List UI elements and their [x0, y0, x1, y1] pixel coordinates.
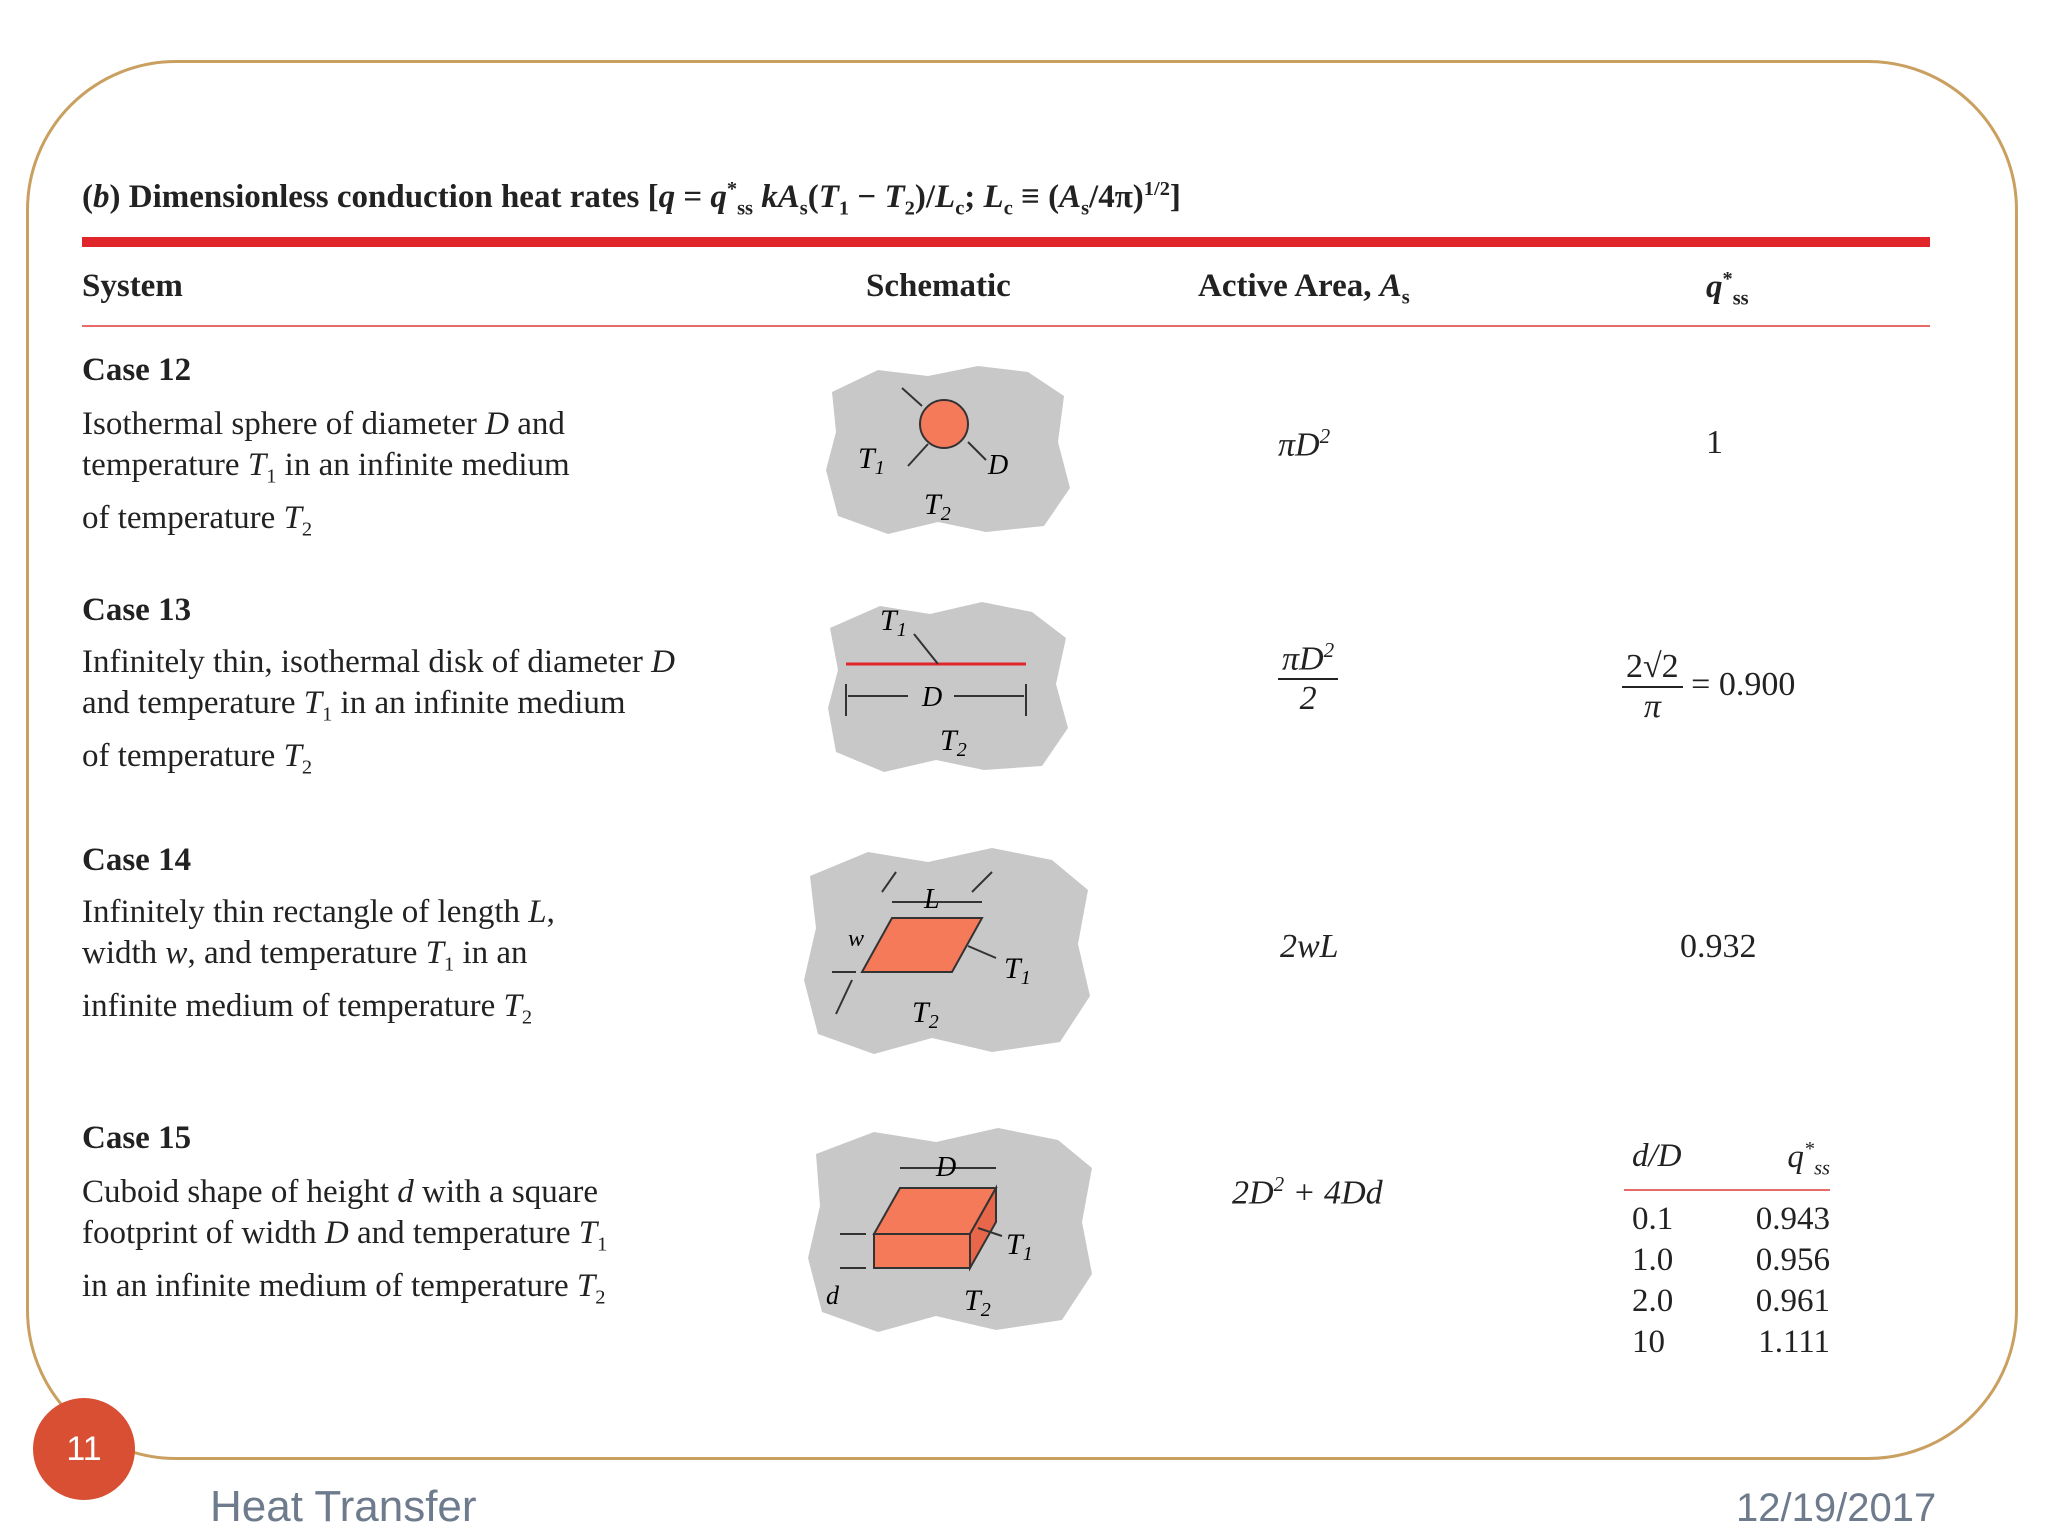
case-14-q: 0.932 — [1680, 928, 1757, 965]
case-13-q-num: 2√2 — [1622, 648, 1683, 688]
case-15-area: $2D^2 + 4Dd$ — [1232, 1172, 1383, 1212]
label-t1: $T_1$ — [858, 442, 885, 479]
label-d: D — [922, 682, 943, 713]
case-12-area: $\pi D^2$ — [1278, 424, 1331, 464]
table-title: (b) Dimensionless conduction heat rates [$q = q^*_{ss}$ $kA_s(T_1 - T_2)/L_c$; $L_c \equiv (A_s/4\pi)^{1/2}$] — [82, 178, 1181, 220]
label-t1: $T_1$ — [880, 604, 907, 641]
header-rule — [82, 325, 1930, 327]
q-table-col1: d/D — [1632, 1138, 1682, 1174]
case-13-area-den: 2 — [1299, 680, 1317, 718]
label-t2: $T_2$ — [964, 1284, 991, 1321]
case-15-schematic — [800, 1126, 1096, 1332]
label-d-small: d — [826, 1281, 839, 1310]
label-t2: $T_2$ — [940, 724, 967, 761]
title-rule — [82, 237, 1930, 247]
header-system: System — [82, 268, 183, 304]
header-schematic: Schematic — [866, 268, 1011, 304]
case-15-description: Cuboid shape of height d with a square footprint of width D and temperature $T_1$ in an infinite medium of temperature $T_2$ — [82, 1174, 608, 1309]
table-row: 0.1 0.943 — [1632, 1200, 1830, 1237]
footer-date: 12/19/2017 — [1736, 1486, 1937, 1530]
table-row: 10 1.111 — [1632, 1323, 1830, 1360]
case-14-title: Case 14 — [82, 842, 192, 878]
q-table-col2: $q^*_{ss}$ — [1787, 1138, 1830, 1180]
case-13-description: Infinitely thin, isothermal disk of diameter D and temperature $T_1$ in an infinite medium of temperature $T_2$ — [82, 644, 675, 779]
case-15-q-table — [1624, 1138, 1830, 1363]
case-12-description: Isothermal sphere of diameter D and temperature $T_1$ in an infinite medium of temperature $T_2$ — [82, 406, 570, 541]
label-t1: $T_1$ — [1004, 952, 1031, 989]
header-active-area: Active Area, $A_s$ — [1198, 268, 1410, 309]
label-d-big: D — [936, 1152, 957, 1183]
label-t1: $T_1$ — [1006, 1228, 1033, 1265]
case-12-q: 1 — [1706, 424, 1723, 461]
case-13-q — [1622, 648, 1795, 726]
case-13-q-value: = 0.900 — [1691, 665, 1796, 703]
case-14-area: 2wL — [1280, 928, 1339, 965]
case-13-area-num: $\pi D^2$ — [1278, 638, 1338, 680]
table-row: 1.0 0.956 — [1632, 1241, 1830, 1278]
table-row: 2.0 0.961 — [1632, 1282, 1830, 1319]
label-t2: $T_2$ — [924, 488, 951, 525]
case-13-schematic — [818, 600, 1074, 774]
footer-course-title: Heat Transfer — [210, 1482, 477, 1531]
label-w: w — [848, 926, 865, 952]
sphere-shape — [920, 400, 968, 448]
case-12-title: Case 12 — [82, 352, 192, 388]
case-13-area — [1278, 638, 1338, 718]
case-13-q-den: π — [1643, 688, 1661, 725]
case-15-title: Case 15 — [82, 1120, 192, 1156]
label-l: L — [924, 884, 940, 915]
label-d: D — [988, 450, 1009, 481]
label-t2: $T_2$ — [912, 996, 939, 1033]
header-q: $q^*_{ss}$ — [1706, 268, 1749, 310]
case-14-description: Infinitely thin rectangle of length L, width w, and temperature $T_1$ in an infinite medium of temperature $T_2$ — [82, 894, 555, 1029]
q-table-header — [1624, 1138, 1830, 1191]
cuboid-front — [874, 1234, 970, 1268]
case-12-schematic — [818, 362, 1074, 536]
case-14-schematic — [796, 846, 1096, 1056]
slide-number-badge: 11 — [33, 1398, 135, 1500]
case-13-title: Case 13 — [82, 592, 192, 628]
